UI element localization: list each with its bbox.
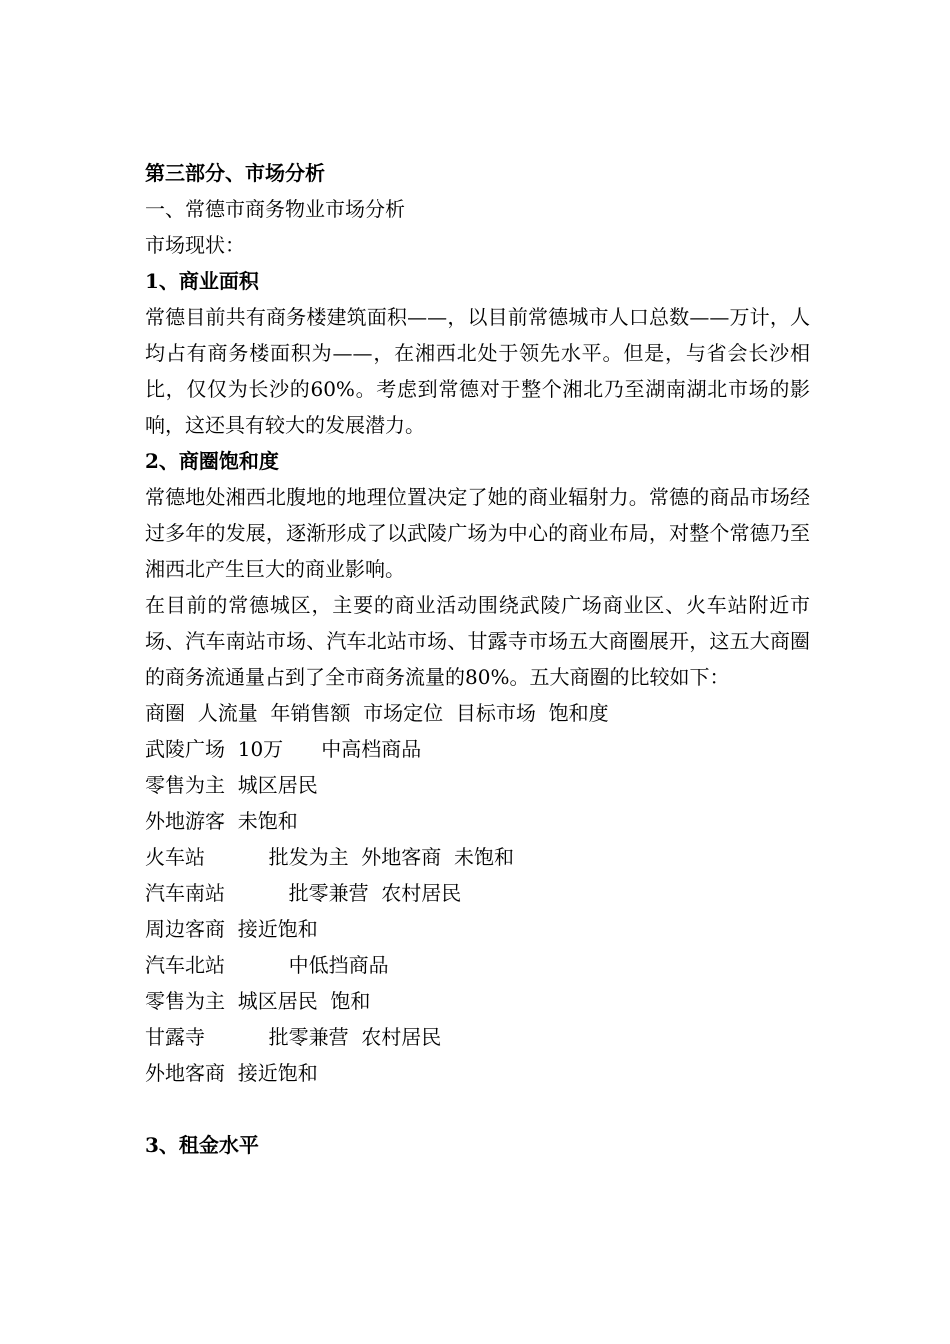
table-line: 火车站 批发为主 外地客商 未饱和 [145,845,515,869]
status-label: 市场现状： [145,233,245,257]
table-line: 外地游客 未饱和 [145,809,298,833]
table-line: 商圈 人流量 年销售额 市场定位 目标市场 饱和度 [145,701,609,725]
table-line: 武陵广场 10万 中高档商品 [145,737,422,761]
subsection-title: 一、常德市商务物业市场分析 [145,197,405,221]
paragraph-commercial-area: 常德目前共有商务楼建筑面积——，以目前常德城市人口总数——万计，人均占有商务楼面积为——，在湘西北处于领先水平。但是，与省会长沙相比，仅仅为长沙的60%。考虑到常德对于整个湘北乃至湖南湖北市场的影响，这还具有较大的发展潜力。 [145,305,810,437]
paragraph-location: 常德地处湘西北腹地的地理位置决定了她的商业辐射力。常德的商品市场经过多年的发展，逐渐形成了以武陵广场为中心的商业布局，对整个常德乃至湘西北产生巨大的商业影响。 [145,485,810,581]
heading-saturation: 2、商圈饱和度 [145,449,279,473]
heading-commercial-area: 1、商业面积 [145,269,259,293]
document-page [145,155,810,1163]
table-line: 零售为主 城区居民 [145,773,318,797]
table-line: 甘露寺 批零兼营 农村居民 [145,1025,442,1049]
blank-line [145,1091,810,1127]
table-line: 外地客商 接近饱和 [145,1061,318,1085]
section-title: 第三部分、市场分析 [145,161,325,185]
heading-rent-level: 3、租金水平 [145,1133,259,1157]
comparison-table-text [145,695,810,1091]
table-line: 汽车南站 批零兼营 农村居民 [145,881,462,905]
table-line: 汽车北站 中低挡商品 [145,953,389,977]
table-line: 零售为主 城区居民 饱和 [145,989,371,1013]
paragraph-five-districts: 在目前的常德城区，主要的商业活动围绕武陵广场商业区、火车站附近市场、汽车南站市场、汽车北站市场、甘露寺市场五大商圈展开，这五大商圈的商务流通量占到了全市商务流量的80%。五大商圈的比较如下： [145,593,810,689]
table-line: 周边客商 接近饱和 [145,917,318,941]
